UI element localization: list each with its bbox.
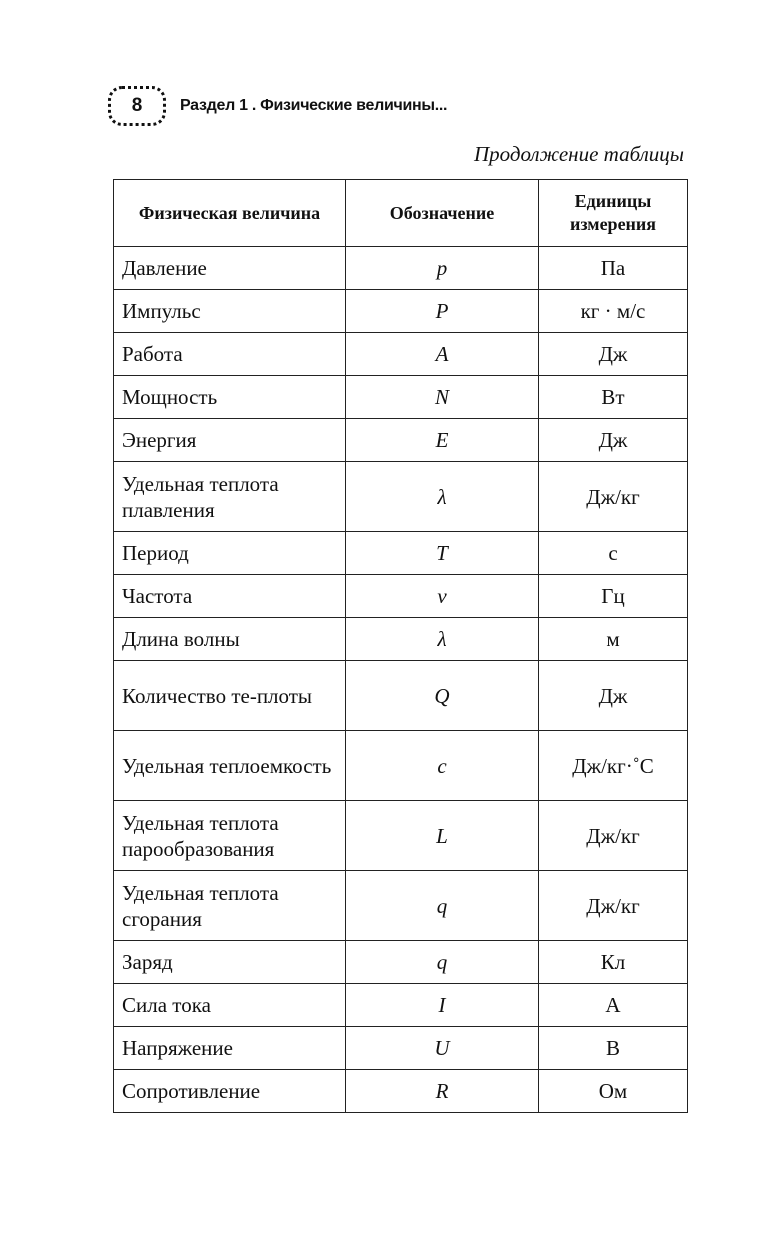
page-number: 8 bbox=[108, 86, 166, 126]
symbol-cell: q bbox=[346, 941, 539, 984]
unit-cell: Дж/кг bbox=[539, 462, 688, 532]
table-row bbox=[114, 1027, 688, 1070]
unit-cell: Дж/кг bbox=[539, 801, 688, 871]
table-row bbox=[114, 661, 688, 731]
quantity-name-cell: Напряжение bbox=[114, 1027, 346, 1070]
symbol-cell: A bbox=[346, 333, 539, 376]
column-header-symbol: Обозначение bbox=[346, 180, 539, 247]
table-header-row bbox=[114, 180, 688, 247]
table-row bbox=[114, 333, 688, 376]
unit-cell: кг · м/с bbox=[539, 290, 688, 333]
quantity-name-cell: Энергия bbox=[114, 419, 346, 462]
running-head: Раздел 1 . Физические величины... bbox=[180, 97, 448, 114]
symbol-cell: ν bbox=[346, 575, 539, 618]
table-row bbox=[114, 801, 688, 871]
unit-cell: Дж/кг bbox=[539, 871, 688, 941]
table-row bbox=[114, 1070, 688, 1113]
quantity-name-cell: Количество те-плоты bbox=[114, 661, 346, 731]
physical-quantities-table bbox=[113, 179, 688, 1113]
symbol-cell: p bbox=[346, 247, 539, 290]
unit-cell: Па bbox=[539, 247, 688, 290]
symbol-cell: N bbox=[346, 376, 539, 419]
symbol-cell: T bbox=[346, 532, 539, 575]
quantity-name-cell: Удельная теплота парообразования bbox=[114, 801, 346, 871]
unit-cell: с bbox=[539, 532, 688, 575]
symbol-cell: c bbox=[346, 731, 539, 801]
table-row bbox=[114, 731, 688, 801]
symbol-cell: I bbox=[346, 984, 539, 1027]
unit-cell: Дж bbox=[539, 419, 688, 462]
symbol-cell: U bbox=[346, 1027, 539, 1070]
quantity-name-cell: Удельная теплота плавления bbox=[114, 462, 346, 532]
table-continuation-caption: Продолжение таблицы bbox=[473, 142, 684, 166]
table-row bbox=[114, 462, 688, 532]
table-row bbox=[114, 247, 688, 290]
unit-cell: Дж bbox=[539, 333, 688, 376]
table-row bbox=[114, 290, 688, 333]
symbol-cell: E bbox=[346, 419, 539, 462]
table-row bbox=[114, 871, 688, 941]
column-header-units: Единицы измерения bbox=[539, 180, 688, 247]
unit-cell: Вт bbox=[539, 376, 688, 419]
quantity-name-cell: Частота bbox=[114, 575, 346, 618]
page-header bbox=[108, 86, 447, 126]
table-row bbox=[114, 419, 688, 462]
unit-cell: Гц bbox=[539, 575, 688, 618]
table-row bbox=[114, 984, 688, 1027]
table-row bbox=[114, 575, 688, 618]
quantity-name-cell: Импульс bbox=[114, 290, 346, 333]
unit-cell: Ом bbox=[539, 1070, 688, 1113]
table-row bbox=[114, 618, 688, 661]
quantity-name-cell: Мощность bbox=[114, 376, 346, 419]
unit-cell: Кл bbox=[539, 941, 688, 984]
quantity-name-cell: Сила тока bbox=[114, 984, 346, 1027]
symbol-cell: P bbox=[346, 290, 539, 333]
quantity-name-cell: Сопротивление bbox=[114, 1070, 346, 1113]
column-header-quantity: Физическая величина bbox=[114, 180, 346, 247]
symbol-cell: q bbox=[346, 871, 539, 941]
symbol-cell: R bbox=[346, 1070, 539, 1113]
unit-cell: Дж bbox=[539, 661, 688, 731]
quantity-name-cell: Удельная теплоемкость bbox=[114, 731, 346, 801]
unit-cell: м bbox=[539, 618, 688, 661]
quantity-name-cell: Работа bbox=[114, 333, 346, 376]
quantity-name-cell: Удельная теплота сгорания bbox=[114, 871, 346, 941]
quantity-name-cell: Давление bbox=[114, 247, 346, 290]
quantity-name-cell: Период bbox=[114, 532, 346, 575]
quantity-name-cell: Заряд bbox=[114, 941, 346, 984]
symbol-cell: L bbox=[346, 801, 539, 871]
unit-cell: А bbox=[539, 984, 688, 1027]
symbol-cell: λ bbox=[346, 618, 539, 661]
quantity-name-cell: Длина волны bbox=[114, 618, 346, 661]
table-row bbox=[114, 941, 688, 984]
symbol-cell: Q bbox=[346, 661, 539, 731]
table-row bbox=[114, 376, 688, 419]
unit-cell: Дж/кг·˚С bbox=[539, 731, 688, 801]
unit-cell: В bbox=[539, 1027, 688, 1070]
symbol-cell: λ bbox=[346, 462, 539, 532]
table-row bbox=[114, 532, 688, 575]
